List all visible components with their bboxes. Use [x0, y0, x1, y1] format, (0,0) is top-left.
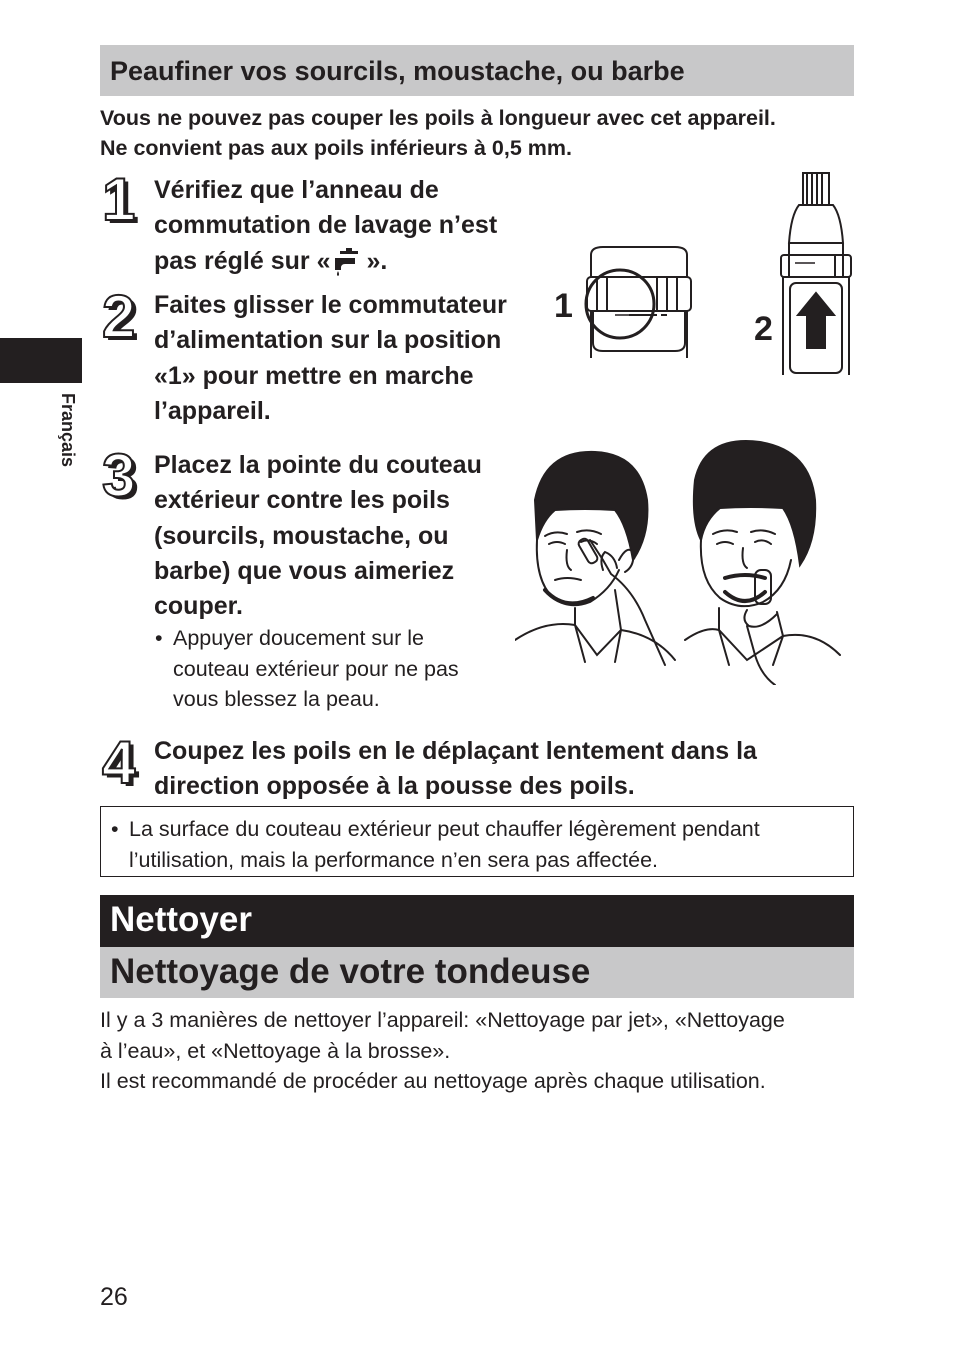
- step-1-line-3b: ».: [366, 246, 388, 275]
- language-tab: [0, 338, 82, 383]
- step-3-line-2: extérieur contre les poils: [154, 486, 450, 515]
- step-3-bullet-line-3: vous blessez la peau.: [173, 687, 380, 711]
- step-1-text: [154, 173, 534, 279]
- step-2-line-2: d’alimentation sur la position: [154, 326, 502, 355]
- note-line-1: La surface du couteau extérieur peut chauffer légèrement pendant: [129, 817, 760, 841]
- step-number-3: 3: [102, 442, 136, 509]
- figure-label-2: 2: [754, 310, 773, 348]
- step-1-line-3a: pas réglé sur «: [154, 246, 331, 275]
- step-3-bullet-line-1: Appuyer doucement sur le: [173, 626, 424, 650]
- step-4-line-1: Coupez les poils en le déplaçant lentement dans la: [154, 737, 757, 765]
- note-box: [100, 806, 854, 877]
- page-number: 26: [100, 1283, 128, 1311]
- subsection-heading-text: Nettoyage de votre tondeuse: [110, 952, 591, 991]
- step-2-line-1: Faites glisser le commutateur: [154, 291, 507, 319]
- section-heading-cleaning: [100, 895, 854, 947]
- section-heading-text: Peaufiner vos sourcils, moustache, ou barbe: [110, 56, 685, 86]
- step-number-4: 4: [102, 729, 136, 796]
- step-number-2: 2: [102, 283, 136, 350]
- faucet-icon: [331, 246, 365, 276]
- bullet-dot: •: [155, 626, 163, 650]
- step-3-bullet-line-2: couteau extérieur pour ne pas: [173, 656, 459, 681]
- faces-illustration: [515, 440, 850, 685]
- note-line-2: l’utilisation, mais la performance n’en sera pas affectée.: [129, 847, 659, 872]
- step-2-line-4: l’appareil.: [154, 396, 271, 425]
- section-heading-trimming: [100, 45, 854, 96]
- note-bullet-dot: •: [111, 817, 119, 841]
- step-2-line-3: «1» pour mettre en marche: [154, 361, 474, 390]
- step-1-line-1: Vérifiez que l’anneau de: [154, 176, 439, 204]
- cleaning-intro: [100, 1005, 860, 1097]
- step-4-text: [154, 734, 854, 805]
- cleaning-line-1: Il y a 3 manières de nettoyer l’appareil: «Nettoyage par jet», «Nettoyage: [100, 1008, 785, 1032]
- step-3-line-5: couper.: [154, 592, 243, 621]
- subsection-heading-cleaning-trimmer: [100, 947, 854, 998]
- section-heading-cleaning-text: Nettoyer: [110, 900, 252, 939]
- intro-line-2: Ne convient pas aux poils inférieurs à 0,5 mm.: [100, 136, 572, 160]
- step-3-bullet: [155, 623, 515, 715]
- trimmer-illustration: [545, 165, 865, 380]
- step-1-line-2: commutation de lavage n’est: [154, 211, 498, 240]
- step-number-1: 1: [102, 166, 136, 233]
- intro-warning: [100, 103, 860, 163]
- figure-label-1: 1: [554, 287, 573, 325]
- step-2-text: [154, 288, 544, 429]
- intro-line-1: Vous ne pouvez pas couper les poils à longueur avec cet appareil.: [100, 106, 776, 130]
- step-3-line-3: (sourcils, moustache, ou: [154, 521, 449, 550]
- step-3-line-1: Placez la pointe du couteau: [154, 451, 482, 479]
- man-moustache-trim-figure: [685, 441, 840, 685]
- step-3-text: [154, 448, 514, 624]
- language-label: Français: [58, 393, 78, 468]
- cleaning-line-3: Il est recommandé de procéder au nettoyage après chaque utilisation.: [100, 1069, 766, 1093]
- step-4-line-2: direction opposée à la pousse des poils.: [154, 772, 635, 801]
- step-3-line-4: barbe) que vous aimeriez: [154, 556, 455, 585]
- man-eyebrow-trim-figure: [515, 452, 675, 665]
- step-1-line-3: [154, 244, 534, 279]
- cleaning-line-2: à l’eau», et «Nettoyage à la brosse».: [100, 1038, 451, 1063]
